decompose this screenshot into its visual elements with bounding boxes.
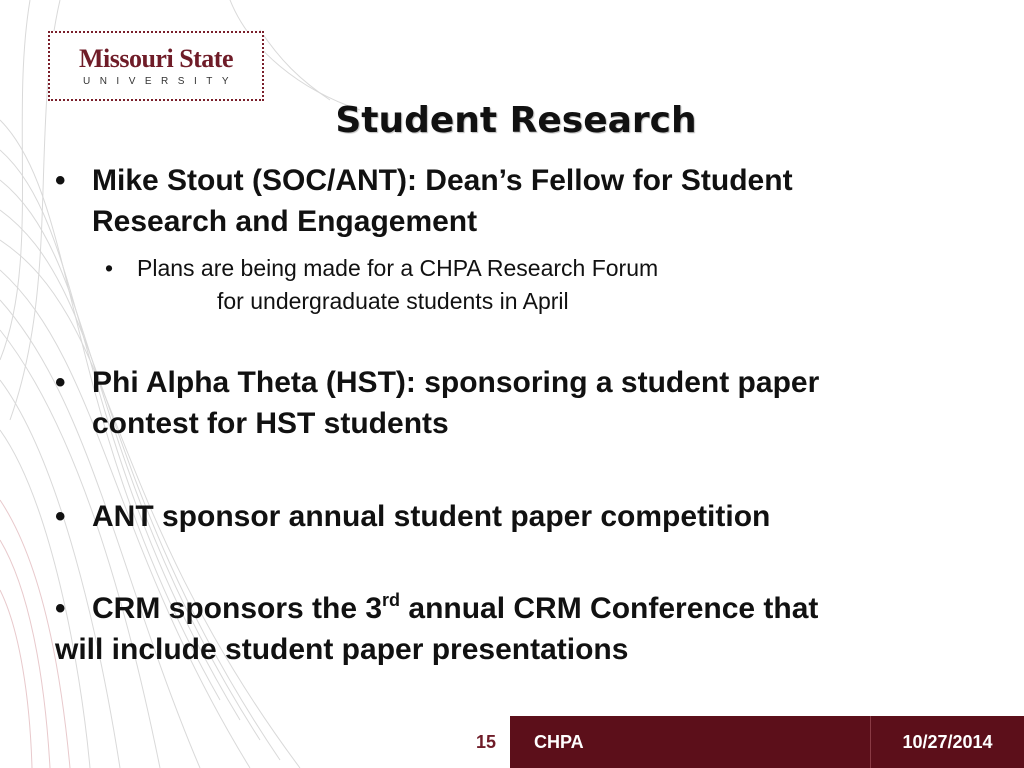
bullet-text-superscript: rd bbox=[382, 590, 401, 610]
bullet-text-line: Phi Alpha Theta (HST): sponsoring a student paper bbox=[92, 366, 820, 399]
footer-label: CHPA bbox=[534, 731, 584, 752]
footer-date: 10/27/2014 bbox=[902, 731, 993, 752]
logo-subtitle: UNIVERSITY bbox=[82, 76, 238, 87]
footer-bar bbox=[510, 716, 1024, 768]
sub-bullet-item bbox=[105, 252, 905, 318]
bullet-item-3 bbox=[55, 496, 975, 537]
university-logo bbox=[48, 31, 264, 101]
sub-bullet-dot-icon: • bbox=[105, 255, 114, 281]
sub-bullet-text-line: for undergraduate students in April bbox=[217, 288, 569, 314]
bullet-text-line: Research and Engagement bbox=[92, 205, 478, 238]
bullet-text-line: Mike Stout (SOC/ANT): Dean’s Fellow for Student bbox=[92, 164, 793, 197]
bullet-item-1 bbox=[55, 160, 975, 242]
bullet-dot-icon: • bbox=[55, 366, 66, 399]
logo-wordmark: Missouri State bbox=[78, 44, 234, 73]
slide-title: Student Research bbox=[335, 100, 697, 141]
page-number: 15 bbox=[440, 716, 510, 768]
bullet-text-line: contest for HST students bbox=[92, 407, 449, 440]
bullet-dot-icon: • bbox=[55, 592, 66, 625]
bullet-text-line: will include student paper presentations bbox=[55, 633, 629, 666]
bullet-item-2 bbox=[55, 362, 975, 444]
bullet-dot-icon: • bbox=[55, 500, 66, 533]
bullet-text-line: ANT sponsor annual student paper competition bbox=[92, 500, 771, 533]
bullet-text-pre: CRM sponsors the 3 bbox=[92, 592, 383, 625]
sub-bullet-text-line: Plans are being made for a CHPA Research Forum bbox=[137, 255, 659, 281]
bullet-item-4 bbox=[55, 588, 995, 670]
bullet-text-post: annual CRM Conference that bbox=[400, 592, 819, 625]
bullet-dot-icon: • bbox=[55, 164, 66, 197]
